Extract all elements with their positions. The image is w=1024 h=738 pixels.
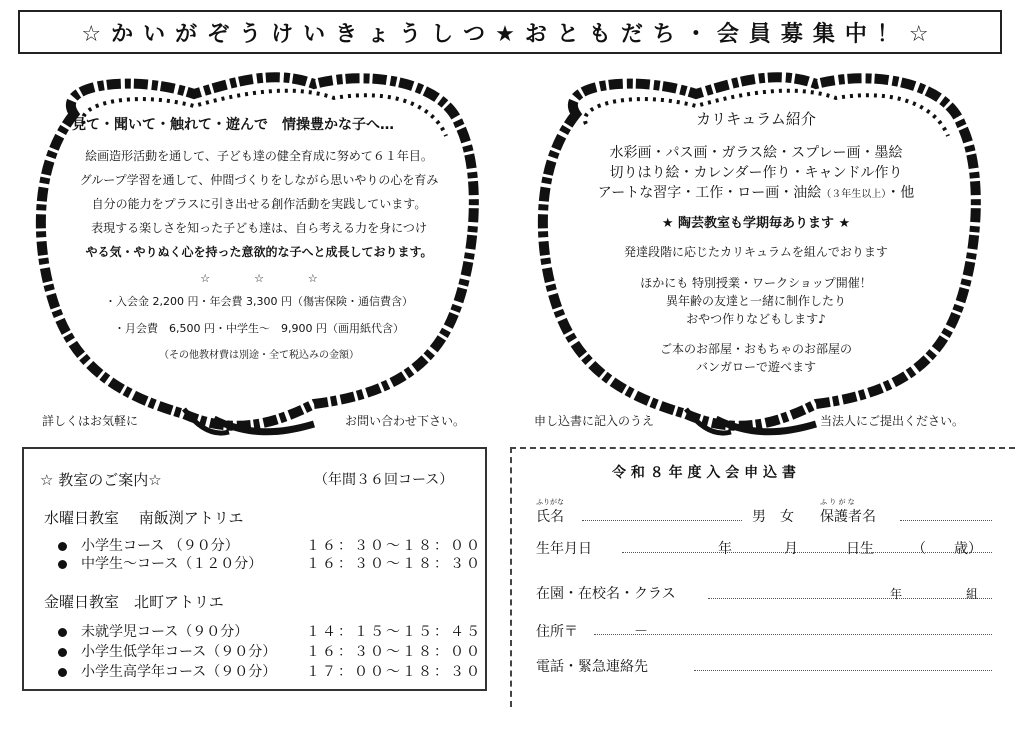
banner xyxy=(18,10,1002,54)
right-heading: カリキュラム紹介 xyxy=(696,110,816,128)
curriculum-line-3-text: アートな習字・工作・ロー画・油絵 xyxy=(597,185,822,201)
bullet-icon xyxy=(58,648,67,657)
left-line: グループ学習を通して、仲間づくりをしながら思いやりの心を育み xyxy=(79,173,439,187)
address-field[interactable] xyxy=(594,634,992,635)
schedule-row xyxy=(58,535,239,555)
guardian-field[interactable] xyxy=(900,520,992,521)
left-note: （その他教材費は別途・全て税込みの金額） xyxy=(159,350,359,361)
pottery-note: ★ 陶芸教室も学期毎あります ★ xyxy=(661,216,851,231)
course-time: １６：３０～１８：００ xyxy=(306,538,482,554)
left-footer-left: 詳しくはお気軽に xyxy=(42,414,139,428)
schedule-row xyxy=(58,661,276,681)
name-ruby: ふりがな xyxy=(536,498,564,506)
schedule-box xyxy=(22,447,487,691)
left-heading: 見て・聞いて・触れて・遊んで 情操豊かな子へ… xyxy=(72,117,394,133)
left-line: 自分の能力をプラスに引き出せる創作活動を実践しています。 xyxy=(91,197,427,211)
left-line: 表現する楽しさを知った子ども達は、自ら考える力を身につけ xyxy=(91,221,427,235)
schedule-title: ☆ 教室のご案内☆ xyxy=(40,471,162,489)
course-name: 小学生低学年コース（９０分） xyxy=(81,644,277,660)
curriculum-line-3-note: （３年生以上） xyxy=(821,189,887,200)
birth-day: 日生 xyxy=(846,541,874,557)
bullet-icon xyxy=(58,668,67,677)
left-fee1: ・入会金 2,200 円・年会費 3,300 円（傷害保険・通信費含） xyxy=(105,295,413,308)
stage-note: 発達段階に応じたカリキュラムを組んでおります xyxy=(624,245,888,259)
bullet-icon xyxy=(58,560,67,569)
schedule-course-count: （年間３６回コース） xyxy=(314,472,454,488)
course-name: 小学生高学年コース（９０分） xyxy=(81,664,277,680)
course-name: 未就学児コース（９０分） xyxy=(81,624,249,640)
left-footer-right: お問い合わせ下さい。 xyxy=(345,414,466,428)
curriculum-line-3-end: ・他 xyxy=(886,185,915,201)
guardian-label: 保護者名 xyxy=(820,509,876,525)
schedule-row xyxy=(58,641,276,661)
name-field[interactable] xyxy=(582,520,742,521)
birth-month: 月 xyxy=(784,541,798,557)
left-line: やる気・やりぬく心を持った意欲的な子へと成長しております。 xyxy=(85,245,433,259)
course-time: １４：１５～１５：４５ xyxy=(306,624,482,640)
extra-line: ほかにも 特別授業・ワークショップ開催！ xyxy=(640,276,872,290)
curriculum-line: 水彩画・パス画・ガラス絵・スプレー画・墨絵 xyxy=(609,145,903,161)
extra-line: おやつ作りなどもします♪ xyxy=(686,312,826,326)
phone-field[interactable] xyxy=(694,670,992,671)
curriculum-line: 切りはり絵・カレンダー作り・キャンドル作り xyxy=(609,165,903,181)
name-label: 氏名 xyxy=(536,509,564,525)
zip-dash: － xyxy=(634,624,648,640)
course-name: 小学生コース （９０分） xyxy=(81,538,239,554)
cut-line-vertical xyxy=(510,447,512,707)
course-time: １７：００～１８：３０ xyxy=(306,664,482,680)
banner-title: ☆かいがぞうけいきょうしつ★おともだち・会員募集中！☆ xyxy=(81,21,939,47)
extra-line: 異年齢の友達と一緒に制作したり xyxy=(665,294,846,308)
fri-heading: 金曜日教室 北町アトリエ xyxy=(44,593,224,611)
school-class: 組 xyxy=(966,587,979,601)
room-line: ご本のお部屋・おもちゃのお部屋の xyxy=(659,342,852,356)
left-stars: ☆ ☆ ☆ xyxy=(200,272,318,285)
right-footer-right: 当法人にご提出ください。 xyxy=(820,414,965,428)
age-field[interactable]: （ 歳） xyxy=(912,541,982,557)
right-footer-left: 申し込書に記入のうえ xyxy=(534,414,655,428)
school-label: 在園・在校名・クラス xyxy=(536,586,676,602)
gender-options[interactable]: 男 女 xyxy=(752,509,794,525)
room-line: バンガローで遊べます xyxy=(695,360,816,374)
bullet-icon xyxy=(58,628,67,637)
left-fee2: ・月会費 6,500 円・中学生～ 9,900 円（画用紙代含） xyxy=(114,322,404,335)
course-time: １６：３０～１８：００ xyxy=(306,644,482,660)
cut-line-horizontal xyxy=(510,447,1015,449)
birth-label: 生年月日 xyxy=(536,541,592,557)
schedule-row xyxy=(58,621,248,641)
schedule-row xyxy=(58,553,262,573)
phone-label: 電話・緊急連絡先 xyxy=(536,659,648,675)
left-line: 絵画造形活動を通して、子ども達の健全育成に努めて６１年目。 xyxy=(85,149,433,163)
course-time: １６：３０～１８：３０ xyxy=(306,556,482,572)
school-grade: 年 xyxy=(890,587,903,601)
birth-year: 年 xyxy=(718,541,732,557)
school-field[interactable] xyxy=(708,598,992,599)
guardian-ruby: ふ り が な xyxy=(820,498,855,506)
form-title: 令 和 ８ 年 度 入 会 申 込 書 xyxy=(612,465,796,481)
address-label: 住所〒 xyxy=(536,624,578,640)
wed-heading: 水曜日教室 南飯渕アトリエ xyxy=(44,509,244,527)
bullet-icon xyxy=(58,542,67,551)
curriculum-line-3 xyxy=(566,182,946,202)
course-name: 中学生～コース（１２０分） xyxy=(81,556,263,572)
